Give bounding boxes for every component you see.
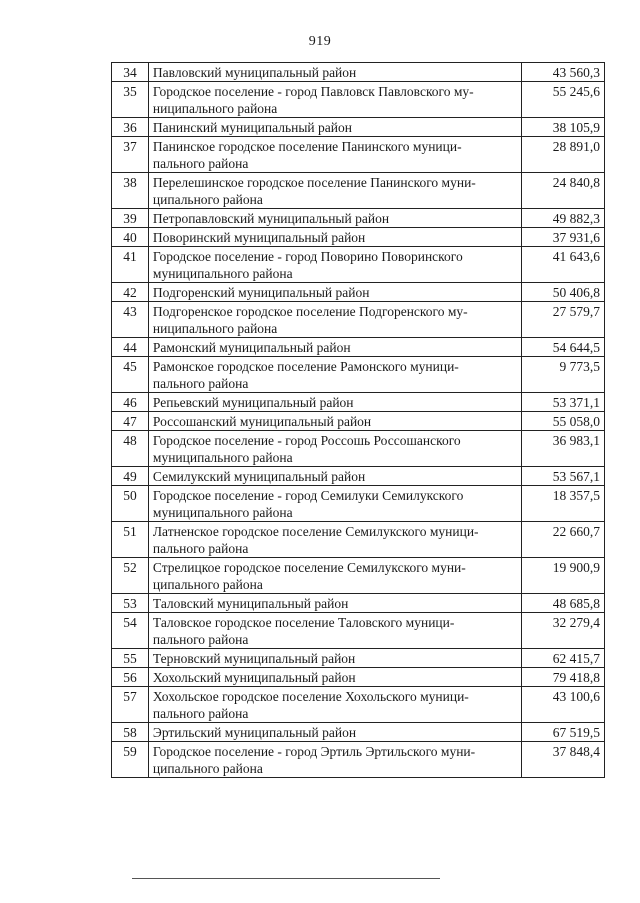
municipality-name bbox=[148, 467, 521, 486]
row-number: 39 bbox=[112, 209, 149, 228]
table-row bbox=[112, 283, 605, 302]
amount-value: 53 567,1 bbox=[522, 467, 605, 486]
amount-value: 19 900,9 bbox=[522, 558, 605, 594]
municipality-name bbox=[148, 594, 521, 613]
row-number: 37 bbox=[112, 137, 149, 173]
row-number: 36 bbox=[112, 118, 149, 137]
amount-value: 55 245,6 bbox=[522, 82, 605, 118]
amount-value: 36 983,1 bbox=[522, 431, 605, 467]
municipality-name bbox=[148, 393, 521, 412]
name-line: Городское поселение - город Эртиль Эртильского муни- bbox=[152, 744, 476, 759]
row-number: 46 bbox=[112, 393, 149, 412]
name-line: Подгоренский муниципальный район bbox=[152, 285, 370, 300]
table-row bbox=[112, 431, 605, 467]
amount-value: 32 279,4 bbox=[522, 613, 605, 649]
municipality-name bbox=[148, 431, 521, 467]
municipality-name bbox=[148, 338, 521, 357]
municipality-name bbox=[148, 486, 521, 522]
table-row bbox=[112, 137, 605, 173]
municipality-name bbox=[148, 613, 521, 649]
municipality-name bbox=[148, 742, 521, 778]
name-line: ниципального района bbox=[152, 321, 278, 336]
name-line: Россошанский муниципальный район bbox=[152, 414, 372, 429]
municipality-name bbox=[148, 63, 521, 82]
row-number: 55 bbox=[112, 649, 149, 668]
name-line: ципального района bbox=[152, 577, 263, 592]
table-row bbox=[112, 742, 605, 778]
table-row bbox=[112, 63, 605, 82]
name-line: Стрелицкое городское поселение Семилукского муни- bbox=[152, 560, 466, 575]
name-line: пального района bbox=[152, 632, 249, 647]
name-line: пального района bbox=[152, 156, 249, 171]
amount-value: 54 644,5 bbox=[522, 338, 605, 357]
table-row bbox=[112, 522, 605, 558]
table-body bbox=[112, 63, 605, 778]
row-number: 59 bbox=[112, 742, 149, 778]
table-row bbox=[112, 558, 605, 594]
table-row bbox=[112, 486, 605, 522]
name-line: Городское поселение - город Семилуки Семилукского bbox=[152, 488, 464, 503]
row-number: 49 bbox=[112, 467, 149, 486]
municipality-name bbox=[148, 82, 521, 118]
municipality-name bbox=[148, 357, 521, 393]
table-row bbox=[112, 302, 605, 338]
table-row bbox=[112, 173, 605, 209]
municipality-name bbox=[148, 558, 521, 594]
name-line: Эртильский муниципальный район bbox=[152, 725, 357, 740]
name-line: пального района bbox=[152, 541, 249, 556]
table-row bbox=[112, 613, 605, 649]
amount-value: 41 643,6 bbox=[522, 247, 605, 283]
municipality-name bbox=[148, 668, 521, 687]
municipality-name bbox=[148, 209, 521, 228]
table-row bbox=[112, 118, 605, 137]
row-number: 58 bbox=[112, 723, 149, 742]
row-number: 53 bbox=[112, 594, 149, 613]
budget-table bbox=[111, 62, 605, 778]
table-row bbox=[112, 228, 605, 247]
municipality-name bbox=[148, 228, 521, 247]
table-row bbox=[112, 357, 605, 393]
row-number: 35 bbox=[112, 82, 149, 118]
table-row bbox=[112, 668, 605, 687]
table-row bbox=[112, 209, 605, 228]
name-line: Подгоренское городское поселение Подгоренского му- bbox=[152, 304, 468, 319]
row-number: 41 bbox=[112, 247, 149, 283]
name-line: Перелешинское городское поселение Панинского муни- bbox=[152, 175, 476, 190]
name-line: Павловский муниципальный район bbox=[152, 65, 357, 80]
name-line: ципального района bbox=[152, 192, 263, 207]
municipality-name bbox=[148, 687, 521, 723]
row-number: 45 bbox=[112, 357, 149, 393]
table-row bbox=[112, 247, 605, 283]
name-line: ципального района bbox=[152, 761, 263, 776]
name-line: Рамонский муниципальный район bbox=[152, 340, 351, 355]
amount-value: 79 418,8 bbox=[522, 668, 605, 687]
name-line: муниципального района bbox=[152, 266, 293, 281]
amount-value: 24 840,8 bbox=[522, 173, 605, 209]
row-number: 42 bbox=[112, 283, 149, 302]
name-line: ниципального района bbox=[152, 101, 278, 116]
name-line: муниципального района bbox=[152, 505, 293, 520]
row-number: 54 bbox=[112, 613, 149, 649]
table-row bbox=[112, 687, 605, 723]
name-line: пального района bbox=[152, 376, 249, 391]
name-line: Поворинский муниципальный район bbox=[152, 230, 366, 245]
row-number: 56 bbox=[112, 668, 149, 687]
table-row bbox=[112, 467, 605, 486]
name-line: Панинский муниципальный район bbox=[152, 120, 352, 135]
municipality-name bbox=[148, 522, 521, 558]
row-number: 47 bbox=[112, 412, 149, 431]
name-line: Хохольский муниципальный район bbox=[152, 670, 356, 685]
name-line: Хохольское городское поселение Хохольского муници- bbox=[152, 689, 469, 704]
table-row bbox=[112, 649, 605, 668]
amount-value: 49 882,3 bbox=[522, 209, 605, 228]
name-line: Петропавловский муниципальный район bbox=[152, 211, 390, 226]
amount-value: 9 773,5 bbox=[522, 357, 605, 393]
row-number: 51 bbox=[112, 522, 149, 558]
amount-value: 18 357,5 bbox=[522, 486, 605, 522]
row-number: 57 bbox=[112, 687, 149, 723]
row-number: 44 bbox=[112, 338, 149, 357]
table-row bbox=[112, 723, 605, 742]
row-number: 40 bbox=[112, 228, 149, 247]
municipality-name bbox=[148, 649, 521, 668]
municipality-name bbox=[148, 283, 521, 302]
name-line: Городское поселение - город Россошь Россошанского bbox=[152, 433, 461, 448]
row-number: 34 bbox=[112, 63, 149, 82]
amount-value: 37 931,6 bbox=[522, 228, 605, 247]
row-number: 48 bbox=[112, 431, 149, 467]
name-line: Городское поселение - город Павловск Павловского му- bbox=[152, 84, 474, 99]
municipality-name bbox=[148, 412, 521, 431]
municipality-name bbox=[148, 118, 521, 137]
amount-value: 48 685,8 bbox=[522, 594, 605, 613]
name-line: Таловский муниципальный район bbox=[152, 596, 349, 611]
table-row bbox=[112, 594, 605, 613]
page-number: 919 bbox=[308, 34, 332, 49]
table-row bbox=[112, 82, 605, 118]
amount-value: 53 371,1 bbox=[522, 393, 605, 412]
amount-value: 50 406,8 bbox=[522, 283, 605, 302]
row-number: 43 bbox=[112, 302, 149, 338]
row-number: 50 bbox=[112, 486, 149, 522]
name-line: Рамонское городское поселение Рамонского муници- bbox=[152, 359, 459, 374]
amount-value: 43 100,6 bbox=[522, 687, 605, 723]
amount-value: 37 848,4 bbox=[522, 742, 605, 778]
amount-value: 55 058,0 bbox=[522, 412, 605, 431]
amount-value: 28 891,0 bbox=[522, 137, 605, 173]
row-number: 52 bbox=[112, 558, 149, 594]
table-row bbox=[112, 393, 605, 412]
amount-value: 38 105,9 bbox=[522, 118, 605, 137]
table-row bbox=[112, 412, 605, 431]
municipality-name bbox=[148, 137, 521, 173]
municipality-name bbox=[148, 302, 521, 338]
amount-value: 22 660,7 bbox=[522, 522, 605, 558]
amount-value: 27 579,7 bbox=[522, 302, 605, 338]
name-line: Таловское городское поселение Таловского муници- bbox=[152, 615, 455, 630]
amount-value: 43 560,3 bbox=[522, 63, 605, 82]
name-line: Городское поселение - город Поворино Поворинского bbox=[152, 249, 463, 264]
amount-value: 67 519,5 bbox=[522, 723, 605, 742]
municipality-name bbox=[148, 723, 521, 742]
amount-value: 62 415,7 bbox=[522, 649, 605, 668]
name-line: Латненское городское поселение Семилукского муници- bbox=[152, 524, 479, 539]
table-row bbox=[112, 338, 605, 357]
name-line: Семилукский муниципальный район bbox=[152, 469, 366, 484]
name-line: муниципального района bbox=[152, 450, 293, 465]
name-line: Терновский муниципальный район bbox=[152, 651, 356, 666]
name-line: пального района bbox=[152, 706, 249, 721]
name-line: Репьевский муниципальный район bbox=[152, 395, 354, 410]
municipality-name bbox=[148, 173, 521, 209]
name-line: Панинское городское поселение Панинского муници- bbox=[152, 139, 462, 154]
municipality-name bbox=[148, 247, 521, 283]
footer-divider bbox=[132, 878, 440, 879]
row-number: 38 bbox=[112, 173, 149, 209]
